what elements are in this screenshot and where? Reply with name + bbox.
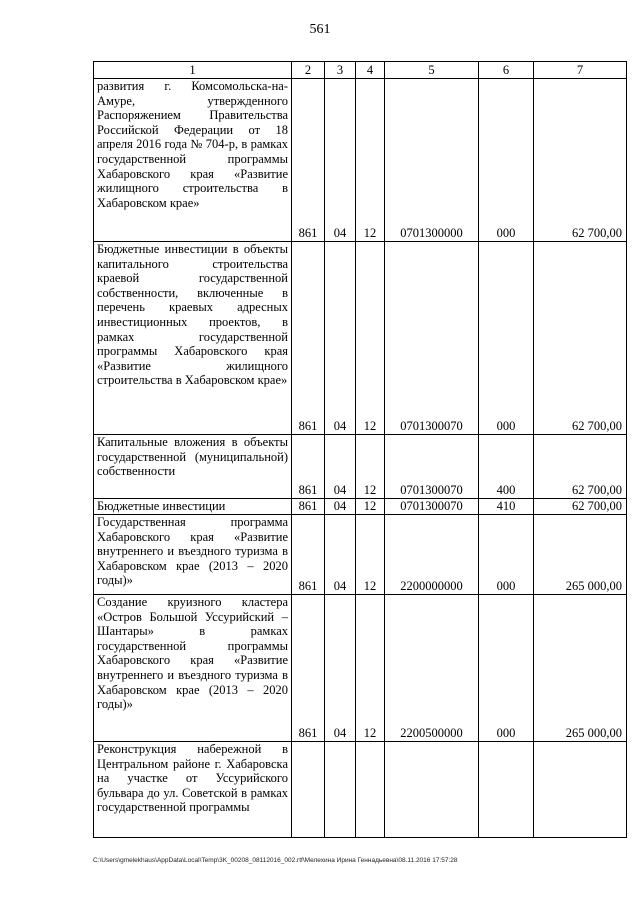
column-header: 4 <box>356 62 385 79</box>
cell-section: 04 <box>325 435 356 499</box>
column-header: 2 <box>292 62 325 79</box>
table-row <box>94 742 627 838</box>
cell-amount: 62 700,00 <box>534 242 627 435</box>
row-description: Реконструкция набережной в Центральном районе г. Хабаровска на участке от Уссурийского бульвара до ул. Советской в рамках государственной программы <box>94 742 292 838</box>
cell-section: 04 <box>325 595 356 742</box>
cell-target-article: 2200500000 <box>385 595 479 742</box>
cell-section: 04 <box>325 242 356 435</box>
column-header: 1 <box>94 62 292 79</box>
column-header: 3 <box>325 62 356 79</box>
cell-expense-type: 000 <box>479 595 534 742</box>
cell-ministry <box>292 742 325 838</box>
cell-section: 04 <box>325 515 356 595</box>
table-row <box>94 515 627 595</box>
cell-subsection: 12 <box>356 595 385 742</box>
cell-target-article <box>385 742 479 838</box>
cell-target-article: 0701300000 <box>385 79 479 242</box>
budget-table <box>93 61 627 838</box>
cell-target-article: 0701300070 <box>385 242 479 435</box>
cell-ministry: 861 <box>292 242 325 435</box>
cell-subsection: 12 <box>356 79 385 242</box>
table-row <box>94 435 627 499</box>
cell-section <box>325 742 356 838</box>
cell-amount: 265 000,00 <box>534 515 627 595</box>
table-row <box>94 499 627 515</box>
cell-target-article: 0701300070 <box>385 499 479 515</box>
cell-amount: 62 700,00 <box>534 499 627 515</box>
cell-amount <box>534 742 627 838</box>
cell-amount: 265 000,00 <box>534 595 627 742</box>
row-description: Создание круизного кластера «Остров Большой Уссурийский – Шантары» в рамках государственной программы Хабаровского края «Развитие внутреннего и въездного туризма в Хабаровском крае (2013 – 2020 годы)» <box>94 595 292 742</box>
table-row <box>94 595 627 742</box>
page-number: 561 <box>309 22 331 37</box>
cell-expense-type: 000 <box>479 515 534 595</box>
cell-target-article: 0701300070 <box>385 435 479 499</box>
cell-subsection: 12 <box>356 515 385 595</box>
cell-ministry: 861 <box>292 515 325 595</box>
cell-section: 04 <box>325 79 356 242</box>
cell-expense-type: 400 <box>479 435 534 499</box>
table-row <box>94 242 627 435</box>
cell-ministry: 861 <box>292 499 325 515</box>
cell-amount: 62 700,00 <box>534 435 627 499</box>
table-row <box>94 79 627 242</box>
cell-ministry: 861 <box>292 595 325 742</box>
file-path-footer: C:\Users\gmelekhaus\AppData\Local\Temp\3K_00208_08112016_002.rtf\Мелехина Ирина Геннадьевна\08.11.2016 17:57:28 <box>93 857 458 864</box>
row-description: развития г. Комсомольска-на-Амуре, утвержденного Распоряжением Правительства Российской Федерации от 18 апреля 2016 года № 704-р, в рамках государственной программы Хабаровского края «Развитие жилищного строительства в Хабаровском крае» <box>94 79 292 242</box>
cell-target-article: 2200000000 <box>385 515 479 595</box>
column-header: 7 <box>534 62 627 79</box>
cell-subsection <box>356 742 385 838</box>
cell-amount: 62 700,00 <box>534 79 627 242</box>
cell-section: 04 <box>325 499 356 515</box>
row-description: Государственная программа Хабаровского края «Развитие внутреннего и въездного туризма в Хабаровском крае (2013 – 2020 годы)» <box>94 515 292 595</box>
cell-expense-type: 000 <box>479 242 534 435</box>
cell-expense-type: 000 <box>479 79 534 242</box>
cell-subsection: 12 <box>356 242 385 435</box>
row-description: Капитальные вложения в объекты государственной (муниципальной) собственности <box>94 435 292 499</box>
column-header: 6 <box>479 62 534 79</box>
cell-ministry: 861 <box>292 435 325 499</box>
cell-expense-type: 410 <box>479 499 534 515</box>
cell-subsection: 12 <box>356 435 385 499</box>
row-description: Бюджетные инвестиции в объекты капитального строительства краевой государственной собственности, включенные в перечень краевых адресных инвестиционных проектов, в рамках государственной программы Хабаровского края «Развитие жилищного строительства в Хабаровском крае» <box>94 242 292 435</box>
cell-expense-type <box>479 742 534 838</box>
table-header-row <box>94 62 627 79</box>
column-header: 5 <box>385 62 479 79</box>
cell-subsection: 12 <box>356 499 385 515</box>
row-description: Бюджетные инвестиции <box>94 499 292 515</box>
cell-ministry: 861 <box>292 79 325 242</box>
